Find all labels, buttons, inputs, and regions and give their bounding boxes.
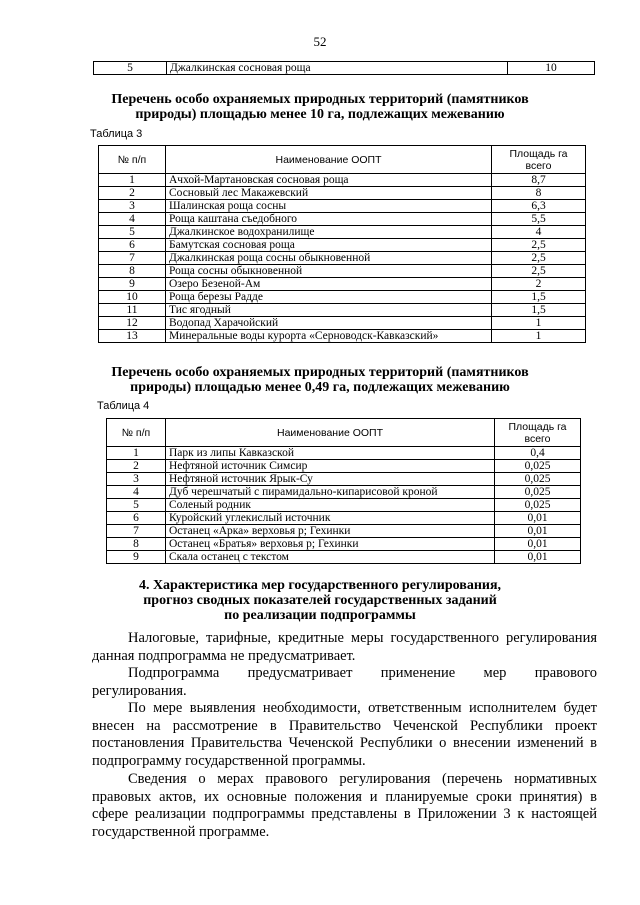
heading-line: прогноз сводных показателей государственных заданий	[143, 593, 497, 608]
heading-line: Перечень особо охраняемых природных территорий (памятников	[111, 365, 529, 380]
row-area: 1	[492, 317, 586, 330]
row-area: 8	[492, 187, 586, 200]
heading-line: 4. Характеристика мер государственного регулирования,	[138, 578, 502, 593]
row-area: 2,5	[492, 252, 586, 265]
row-name: Дуб черешчатый с пирамидально-кипарисовой кроной	[166, 486, 495, 499]
table-row	[99, 265, 586, 278]
row-number: 10	[99, 291, 166, 304]
row-number: 1	[99, 174, 166, 187]
row-number: 13	[99, 330, 166, 343]
row-name: Бамутская сосновая роща	[166, 239, 492, 252]
section4-heading	[60, 578, 580, 623]
table-row	[107, 486, 581, 499]
row-area: 0,025	[495, 486, 581, 499]
table4-label: Таблица 4	[97, 400, 150, 412]
row-name: Шалинская роща сосны	[166, 200, 492, 213]
row-area: 8,7	[492, 174, 586, 187]
table-row	[99, 252, 586, 265]
row-number: 8	[99, 265, 166, 278]
table-row	[107, 447, 581, 460]
row-name: Нефтяной источник Ярык-Су	[166, 473, 495, 486]
table3-body	[99, 174, 586, 343]
row-name: Роща сосны обыкновенной	[166, 265, 492, 278]
header-area-line: Площадь га	[508, 420, 567, 433]
table-row	[99, 226, 586, 239]
table-row	[99, 330, 586, 343]
row-area: 0,4	[495, 447, 581, 460]
row-area: 2	[492, 278, 586, 291]
top-continuation-table	[93, 61, 595, 75]
paragraph-3	[92, 700, 597, 770]
table-row	[107, 512, 581, 525]
table-row	[107, 473, 581, 486]
table-row	[107, 551, 581, 564]
row-number: 5	[99, 226, 166, 239]
header-name: Наименование ООПТ	[166, 419, 495, 447]
row-number: 3	[99, 200, 166, 213]
row-name: Тис ягодный	[166, 304, 492, 317]
row-area: 10	[508, 62, 595, 75]
row-name: Сосновый лес Макажевский	[166, 187, 492, 200]
row-number: 7	[99, 252, 166, 265]
heading-line: Перечень особо охраняемых природных территорий (памятников	[111, 92, 529, 107]
row-area: 2,5	[492, 239, 586, 252]
paragraph-text: Сведения о мерах правового регулирования (перечень нормативных правовых актов, их основные положения и планируемые сроки принятия) в сфере реализации подпрограммы представлены в Приложении 3 к настоящей государственной программе.	[92, 771, 597, 840]
row-area: 1,5	[492, 291, 586, 304]
table-row	[99, 174, 586, 187]
row-name: Джалкинская роща сосны обыкновенной	[166, 252, 492, 265]
table-row	[107, 499, 581, 512]
row-number: 8	[107, 538, 166, 551]
row-area: 0,025	[495, 499, 581, 512]
row-area: 0,01	[495, 525, 581, 538]
header-area-line: Площадь га	[509, 147, 568, 160]
row-number: 4	[99, 213, 166, 226]
row-name: Парк из липы Кавказской	[166, 447, 495, 460]
paragraph-4	[92, 771, 597, 841]
table3-label: Таблица 3	[90, 128, 143, 140]
row-area: 1,5	[492, 304, 586, 317]
row-name: Скала останец с текстом	[166, 551, 495, 564]
header-num: № п/п	[107, 419, 166, 447]
row-name: Останец «Братья» верховья р; Гехинки	[166, 538, 495, 551]
heading-line: природы) площадью менее 0,49 га, подлежащих межеванию	[130, 380, 510, 395]
header-area	[495, 419, 581, 447]
row-number: 2	[99, 187, 166, 200]
row-name: Джалкинское водохранилище	[166, 226, 492, 239]
heading-line: природы) площадью менее 10 га, подлежащих межеванию	[135, 107, 505, 122]
page-number: 52	[313, 34, 327, 49]
row-number: 5	[107, 499, 166, 512]
paragraph-1	[92, 630, 597, 665]
table-row	[107, 525, 581, 538]
header-area	[492, 146, 586, 174]
row-number: 4	[107, 486, 166, 499]
table4	[106, 418, 581, 564]
row-name: Джалкинская сосновая роща	[167, 62, 508, 75]
section2-heading	[60, 365, 580, 395]
row-area: 4	[492, 226, 586, 239]
row-number: 3	[107, 473, 166, 486]
row-area: 0,01	[495, 538, 581, 551]
table-row	[99, 278, 586, 291]
row-name: Куройский углекислый источник	[166, 512, 495, 525]
row-number: 6	[99, 239, 166, 252]
table-row	[99, 200, 586, 213]
row-area: 0,025	[495, 460, 581, 473]
heading-line: по реализации подпрограммы	[224, 608, 416, 623]
row-area: 0,01	[495, 551, 581, 564]
row-area: 2,5	[492, 265, 586, 278]
row-area: 6,3	[492, 200, 586, 213]
row-number: 2	[107, 460, 166, 473]
table-row	[99, 291, 586, 304]
header-area-line: всего	[524, 432, 551, 445]
table-header-row	[107, 419, 581, 447]
row-number: 9	[99, 278, 166, 291]
paragraph-text: регулирования.	[92, 682, 187, 699]
row-name: Озеро Безеной-Ам	[166, 278, 492, 291]
row-number: 9	[107, 551, 166, 564]
row-name: Ачхой-Мартановская сосновая роща	[166, 174, 492, 187]
row-name: Роща березы Радде	[166, 291, 492, 304]
row-name: Останец «Арка» верховья р; Гехинки	[166, 525, 495, 538]
row-number: 1	[107, 447, 166, 460]
row-number: 6	[107, 512, 166, 525]
table-row	[99, 213, 586, 226]
header-area-line: всего	[525, 159, 552, 172]
table-row	[99, 304, 586, 317]
row-name: Соленый родник	[166, 499, 495, 512]
header-num: № п/п	[99, 146, 166, 174]
paragraph-text: Налоговые, тарифные, кредитные меры государственного регулирования данная подпрограмма не предусматривает.	[92, 630, 597, 664]
table-row	[107, 460, 581, 473]
row-area: 0,01	[495, 512, 581, 525]
paragraph-text: По мере выявления необходимости, ответственным исполнителем будет внесен на рассмотрение в Правительство Чеченской Республики проект постановления Правительства Чеченской Республики о внесении изменений в подпрограмму государственной программы.	[92, 700, 597, 769]
table-row	[99, 187, 586, 200]
table4-body	[107, 447, 581, 564]
table-row	[99, 317, 586, 330]
row-name: Минеральные воды курорта «Серноводск-Кавказский»	[166, 330, 492, 343]
table-header-row	[99, 146, 586, 174]
row-number: 12	[99, 317, 166, 330]
header-name: Наименование ООПТ	[166, 146, 492, 174]
row-number: 7	[107, 525, 166, 538]
table-row	[107, 538, 581, 551]
row-number: 5	[94, 62, 167, 75]
paragraph-text: Подпрограмма предусматривает применение мер правового	[128, 665, 597, 681]
paragraph-2	[92, 665, 597, 700]
row-area: 0,025	[495, 473, 581, 486]
row-area: 1	[492, 330, 586, 343]
row-name: Нефтяной источник Симсир	[166, 460, 495, 473]
row-name: Роща каштана съедобного	[166, 213, 492, 226]
section1-heading	[60, 92, 580, 122]
table-row	[94, 62, 595, 75]
row-name: Водопад Харачойский	[166, 317, 492, 330]
table3	[98, 145, 586, 343]
row-number: 11	[99, 304, 166, 317]
table-row	[99, 239, 586, 252]
row-area: 5,5	[492, 213, 586, 226]
